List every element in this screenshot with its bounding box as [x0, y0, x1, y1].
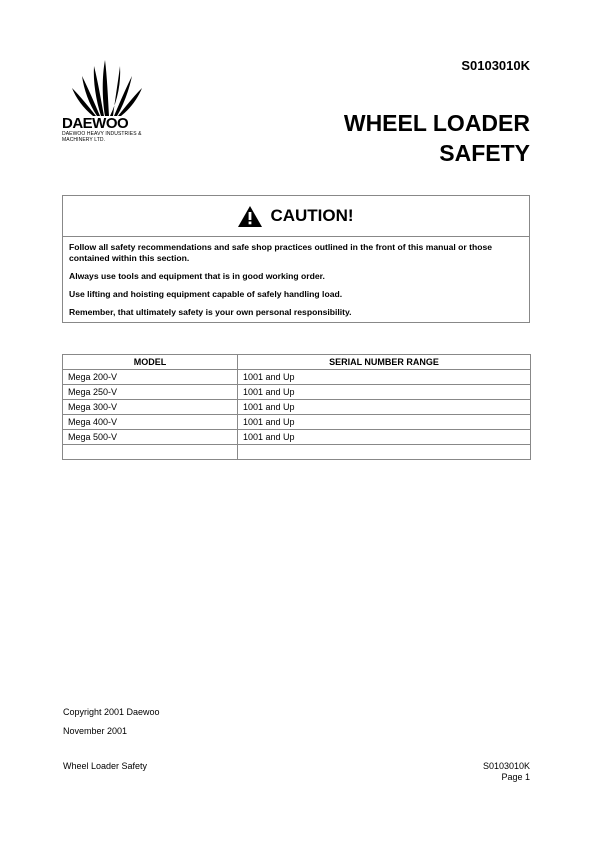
caution-paragraph: Remember, that ultimately safety is your own personal responsibility. — [69, 307, 352, 317]
document-id: S0103010K — [461, 58, 530, 73]
caution-paragraph: Follow all safety recommendations and safe shop practices outlined in the front of this manual or those contained within this section. — [69, 242, 493, 263]
model-cell: Mega 200-V — [63, 370, 238, 385]
caution-paragraph: Use lifting and hoisting equipment capable of safely handling load. — [69, 289, 343, 299]
logo-subtitle-line1: DAEWOO HEAVY INDUSTRIES & — [62, 131, 142, 137]
serial-range-cell: 1001 and Up — [238, 385, 531, 400]
column-header-model: MODEL — [63, 355, 238, 370]
table-row — [63, 370, 531, 385]
caution-box — [62, 195, 530, 323]
table-row — [63, 385, 531, 400]
page-number: Page 1 — [501, 772, 530, 782]
column-header-serial-range: SERIAL NUMBER RANGE — [238, 355, 531, 370]
model-cell — [63, 445, 238, 460]
publication-date: November 2001 — [63, 726, 128, 736]
footer-section-title: Wheel Loader Safety — [63, 761, 148, 771]
serial-range-cell: 1001 and Up — [238, 430, 531, 445]
footer-page-info — [483, 761, 530, 783]
model-cell: Mega 300-V — [63, 400, 238, 415]
warning-triangle-icon — [238, 206, 262, 227]
model-cell: Mega 500-V — [63, 430, 238, 445]
model-cell: Mega 250-V — [63, 385, 238, 400]
daewoo-fan-logo-icon — [68, 58, 146, 116]
caution-heading: CAUTION! — [270, 206, 354, 225]
table-row-empty — [63, 445, 531, 460]
caution-paragraph: Always use tools and equipment that is in good working order. — [69, 271, 325, 281]
caution-header — [63, 196, 529, 237]
table-row — [63, 430, 531, 445]
footer-doc-id: S0103010K — [482, 761, 530, 771]
table-row — [63, 415, 531, 430]
title-line-2: SAFETY — [439, 140, 530, 166]
serial-range-cell — [238, 445, 531, 460]
model-cell: Mega 400-V — [63, 415, 238, 430]
page-title — [344, 108, 530, 168]
caution-body — [63, 237, 529, 318]
table-header-row — [63, 355, 531, 370]
serial-range-cell: 1001 and Up — [238, 400, 531, 415]
table-row — [63, 400, 531, 415]
serial-range-cell: 1001 and Up — [238, 370, 531, 385]
model-serial-table — [62, 354, 531, 460]
company-logo — [62, 58, 157, 143]
serial-range-cell: 1001 and Up — [238, 415, 531, 430]
copyright-text: Copyright 2001 Daewoo — [63, 707, 160, 717]
title-line-1: WHEEL LOADER — [343, 110, 530, 136]
logo-subtitle-line2: MACHINERY LTD. — [62, 137, 106, 143]
logo-wordmark: DAEWOO — [62, 115, 129, 132]
